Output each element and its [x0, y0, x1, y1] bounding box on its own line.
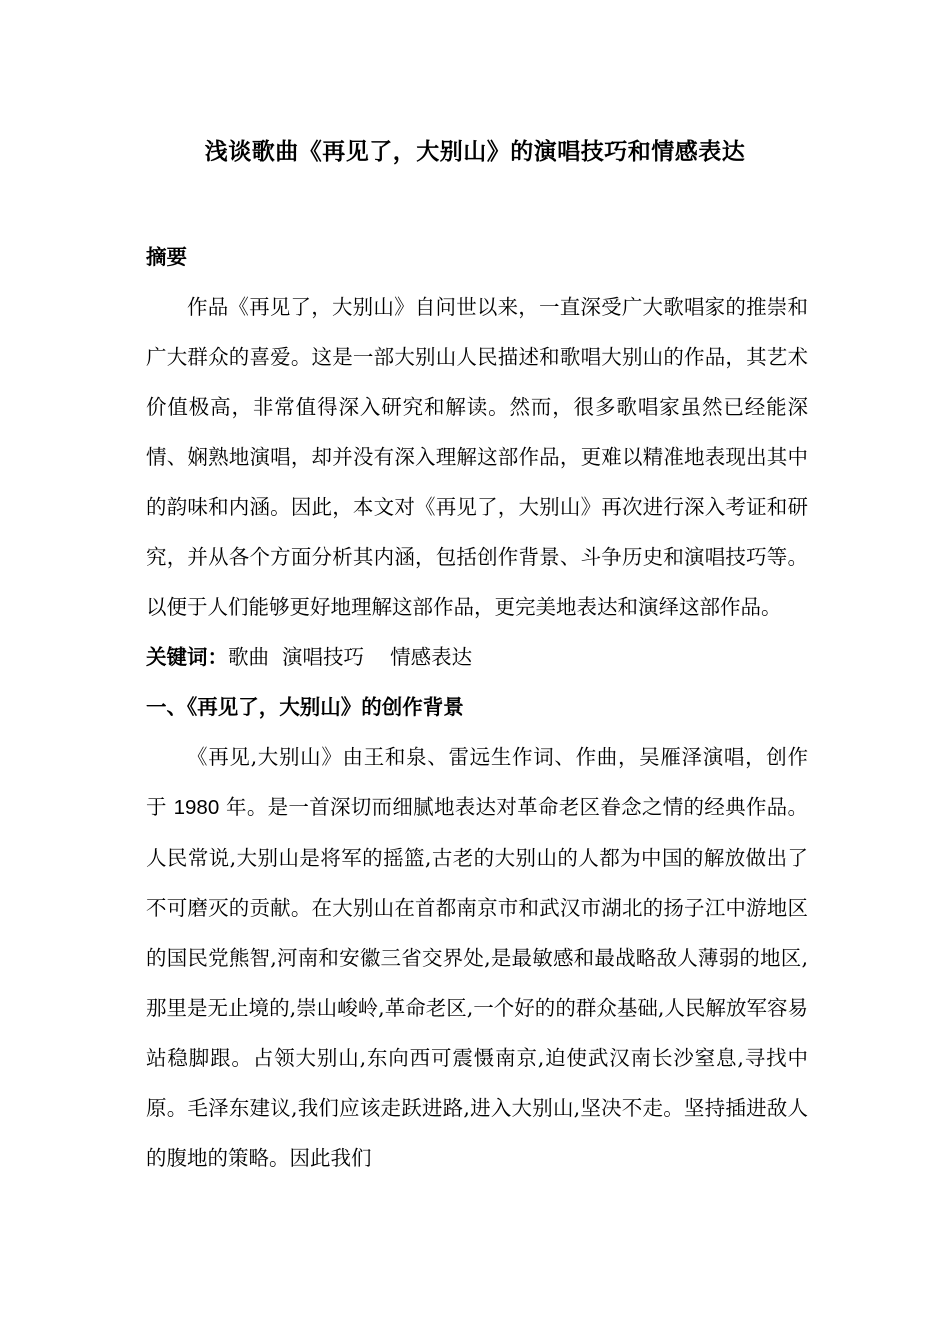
- document-body: [146, 232, 808, 1183]
- section-1-year: 1980: [173, 796, 220, 819]
- keywords-label: 关键词：: [146, 645, 228, 669]
- section-1-paragraph: [146, 732, 808, 1183]
- keyword-item: 歌曲: [228, 645, 269, 669]
- section-1-text-part-2: 年。是一首深切而细腻地表达对革命老区眷念之情的经典作品。人民常说,大别山是将军的摇篮,古老的大别山的人都为中国的解放做出了不可磨灭的贡献。在大别山在首都南京市和武汉市湖北的扬子江中游地区的国民党熊智,河南和安徽三省交界处,是最敏感和最战略敌人薄弱的地区,那里是无止境的,崇山峻岭,革命老区,一个好的的群众基础,人民解放军容易站稳脚跟。占领大别山,东向西可震慑南京,迫使武汉南长沙窒息,寻找中原。毛泽东建议,我们应该走跃进路,进入大别山,坚决不走。坚持插进敌人的腹地的策略。因此我们: [146, 795, 808, 1170]
- keyword-item: 情感表达: [390, 645, 473, 669]
- abstract-paragraph: 作品《再见了，大别山》自问世以来，一直深受广大歌唱家的推崇和广大群众的喜爱。这是一部大别山人民描述和歌唱大别山的作品，其艺术价值极高，非常值得深入研究和解读。然而，很多歌唱家虽然已经能深情、娴熟地演唱，却并没有深入理解这部作品，更难以精准地表现出其中的韵味和内涵。因此，本文对《再见了，大别山》再次进行深入考证和研究，并从各个方面分析其内涵，包括创作背景、斗争历史和演唱技巧等。以便于人们能够更好地理解这部作品，更完美地表达和演绎这部作品。: [146, 295, 808, 619]
- keyword-item: 演唱技巧: [282, 645, 365, 669]
- section-1-heading: 一、《再见了，大别山》的创作背景: [146, 695, 464, 719]
- document-title: 浅谈歌曲《再见了，大别山》的演唱技巧和情感表达: [204, 138, 746, 165]
- section-1-text-part-1: 《再见,大别山》由王和泉、雷远生作词、作曲，吴雁泽演唱，创作于: [146, 745, 808, 819]
- abstract-heading: 摘要: [146, 245, 187, 269]
- keywords-line: [146, 632, 808, 682]
